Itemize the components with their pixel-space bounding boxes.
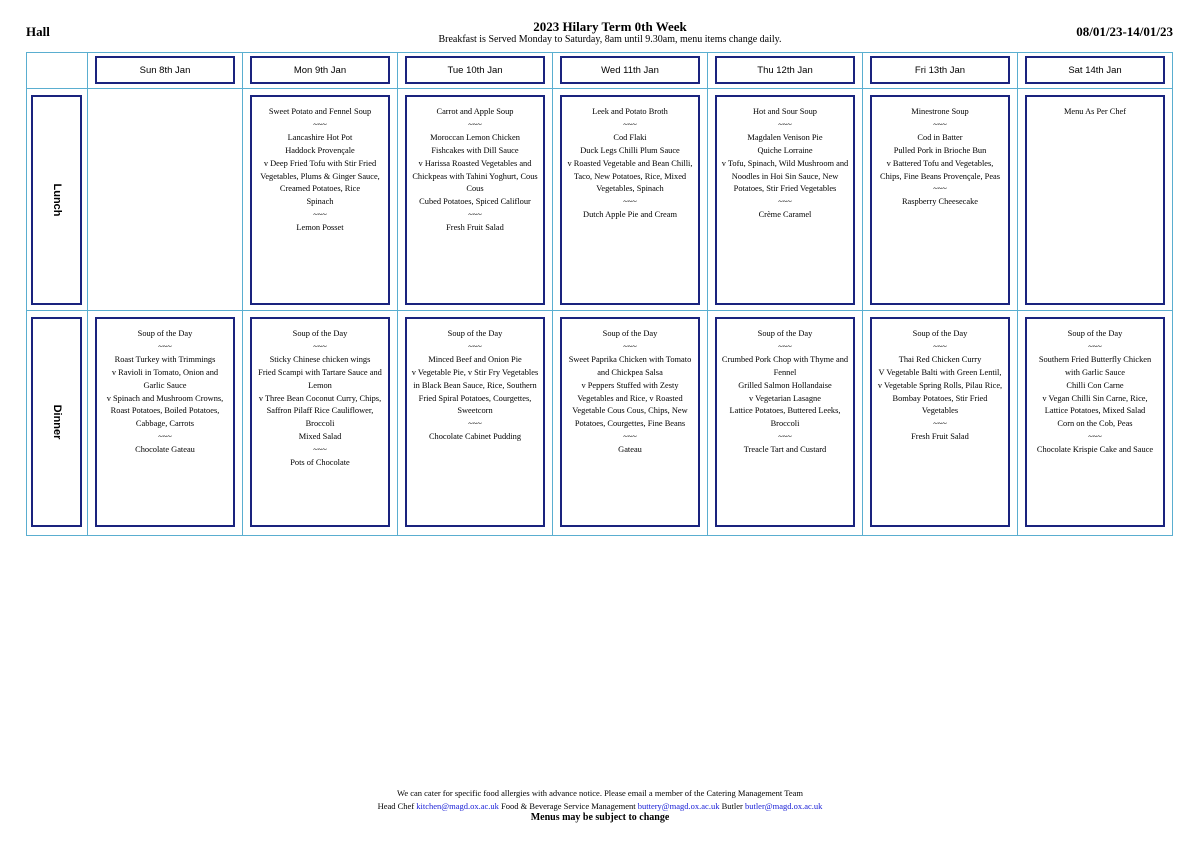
menu-item: Minced Beef and Onion Pie — [428, 354, 522, 364]
menu-item: ~~~ — [623, 341, 637, 351]
grid-row-line — [26, 88, 1173, 89]
menu-cell-lunch-4 — [560, 95, 700, 305]
menu-item: Crème Caramel — [758, 210, 812, 220]
menu-item: Roast Turkey with Trimmings — [114, 354, 216, 364]
menu-item: Menu As Per Chef — [1063, 107, 1127, 116]
menu-item: ~~~ — [468, 210, 482, 220]
menu-item: Leek and Potato Broth — [592, 107, 668, 116]
menu-item: Pots of Chocolate — [290, 458, 350, 468]
menu-item: v Vegan Chilli Sin Carne, Rice, Lattice Potatoes, Mixed Salad — [1042, 393, 1148, 416]
meal-label-dinner — [31, 317, 82, 527]
menu-item: V Vegetable Balti with Green Lentil, v Vegetable Spring Rolls, Pilau Rice, Bombay Potatoes, Stir Fried Vegetables — [877, 367, 1003, 416]
day-header-5: Thu 12th Jan — [715, 56, 855, 84]
menu-item: v Peppers Stuffed with Zesty Vegetables and Rice, v Roasted Vegetable Cous Cous, Chips, New Potatoes, Courgettes, Fine Beans — [572, 380, 688, 429]
menu-item: Hot and Sour Soup — [753, 107, 817, 116]
menu-item: Mixed Salad — [298, 432, 342, 442]
menu-item: Soup of the Day — [447, 329, 503, 338]
fb-label: Food & Beverage Service Management — [501, 800, 636, 811]
menu-item: Fishcakes with Dill Sauce — [431, 145, 519, 155]
menu-cell-lunch-6 — [870, 95, 1010, 305]
menu-item: Chocolate Krispie Cake and Sauce — [1036, 445, 1154, 455]
menu-item: Thai Red Chicken Curry — [898, 354, 982, 364]
head-chef-label: Head Chef — [377, 800, 415, 811]
menu-item: Sticky Chinese chicken wings — [269, 354, 371, 364]
menu-item: v Harissa Roasted Vegetables and Chickpeas with Tahini Yoghurt, Cous Cous — [412, 158, 538, 194]
menu-cell-dinner-7 — [1025, 317, 1165, 527]
menu-item: Sweet Paprika Chicken with Tomato and Chickpea Salsa — [568, 354, 692, 377]
menu-item: Fresh Fruit Salad — [911, 432, 969, 442]
menu-item: ~~~ — [1088, 341, 1102, 351]
menu-item: Cubed Potatoes, Spiced Califlour — [419, 197, 531, 207]
menu-cell-dinner-1 — [95, 317, 235, 527]
day-header-7: Sat 14th Jan — [1025, 56, 1165, 84]
butler-email-link[interactable]: butler@magd.ox.ac.uk — [744, 800, 823, 811]
menu-cell-lunch-1 — [95, 95, 235, 305]
menu-item: Corn on the Cob, Peas — [1057, 419, 1133, 429]
menu-item: ~~~ — [933, 119, 947, 129]
menu-item: Minestrone Soup — [911, 107, 969, 116]
meal-label-text: Dinner — [50, 404, 63, 440]
menu-item: v Deep Fried Tofu with Stir Fried Vegetables, Plums & Ginger Sauce, Creamed Potatoes, Rice — [260, 158, 380, 194]
menu-item: Chilli Con Carne — [1066, 380, 1124, 390]
menu-item: Grilled Salmon Hollandaise — [738, 380, 832, 390]
menu-item: ~~~ — [158, 341, 172, 351]
menu-item: Pulled Pork in Brioche Bun — [893, 145, 987, 155]
menu-item: Dutch Apple Pie and Cream — [583, 210, 677, 220]
menu-item: Carrot and Apple Soup — [436, 107, 514, 116]
menu-item: ~~~ — [778, 119, 792, 129]
grid-column-line — [552, 52, 553, 536]
grid-column-line — [1017, 52, 1018, 536]
menu-cell-lunch-5 — [715, 95, 855, 305]
menu-item: v Vegetarian Lasagne — [749, 393, 821, 403]
menu-item: ~~~ — [313, 445, 327, 455]
menu-item: ~~~ — [313, 210, 327, 220]
menu-item: Moroccan Lemon Chicken — [430, 132, 520, 142]
menu-item: Crumbed Pork Chop with Thyme and Fennel — [721, 354, 849, 377]
menu-item: v Ravioli in Tomato, Onion and Garlic Sauce — [111, 367, 219, 390]
head-chef-email-link[interactable]: kitchen@magd.ox.ac.uk — [416, 800, 499, 811]
grid-column-line — [242, 52, 243, 536]
menu-item: ~~~ — [468, 341, 482, 351]
menu-item: ~~~ — [778, 432, 792, 442]
menu-item: Sweet Potato and Fennel Soup — [268, 107, 372, 116]
grid-column-line — [862, 52, 863, 536]
menu-item: ~~~ — [158, 432, 172, 442]
menu-cell-dinner-6 — [870, 317, 1010, 527]
menu-item: v Roasted Vegetable and Bean Chilli, Taco, New Potatoes, Rice, Mixed Vegetables, Spinach — [567, 158, 693, 194]
subject-to-change-notice: Menus may be subject to change — [530, 812, 670, 823]
menu-item: Soup of the Day — [137, 329, 193, 338]
menu-item: Cod in Batter — [917, 132, 963, 142]
menu-item: Soup of the Day — [757, 329, 813, 338]
menu-cell-lunch-7 — [1025, 95, 1165, 305]
menu-item: Soup of the Day — [602, 329, 658, 338]
menu-item: v Vegetable Pie, v Stir Fry Vegetables in Black Bean Sauce, Rice, Southern Fried Spiral Potatoes, Courgettes, Sweetcorn — [411, 367, 539, 416]
contacts-line — [0, 800, 1200, 813]
breakfast-notice: Breakfast is Served Monday to Saturday, 8am until 9.30am, menu items change daily. — [438, 34, 782, 45]
day-header-6: Fri 13th Jan — [870, 56, 1010, 84]
menu-item: ~~~ — [313, 119, 327, 129]
grid-row-line — [26, 310, 1173, 311]
date-range: 08/01/23-14/01/23 — [1076, 24, 1173, 39]
meal-label-lunch — [31, 95, 82, 305]
grid-column-line — [707, 52, 708, 536]
menu-item: Fried Scampi with Tartare Sauce and Lemon — [258, 367, 382, 390]
menu-item: Lancashire Hot Pot — [287, 132, 353, 142]
menu-item: ~~~ — [778, 197, 792, 207]
menu-item: Fresh Fruit Salad — [446, 223, 504, 233]
page-title: 2023 Hilary Term 0th Week — [533, 19, 687, 34]
allergy-notice: We can cater for specific food allergies with advance notice. Please email a member of the Catering Management Team — [397, 788, 803, 798]
menu-item: Lattice Potatoes, Buttered Leeks, Broccoli — [729, 406, 841, 429]
menu-item: v Three Bean Coconut Curry, Chips, Saffron Pilaff Rice Cauliflower, Broccoli — [258, 393, 382, 429]
menu-item: Spinach — [306, 197, 334, 207]
menu-item: ~~~ — [623, 119, 637, 129]
menu-item: ~~~ — [313, 341, 327, 351]
meal-label-text: Lunch — [50, 183, 63, 217]
menu-cell-lunch-3 — [405, 95, 545, 305]
menu-item: ~~~ — [468, 419, 482, 429]
menu-item: ~~~ — [468, 119, 482, 129]
menu-item: v Tofu, Spinach, Wild Mushroom and Noodles in Hoi Sin Sauce, New Potatoes, Stir Fried Vegetables — [721, 158, 849, 194]
menu-item: Gateau — [618, 445, 642, 455]
menu-item: Soup of the Day — [1067, 329, 1123, 338]
menu-item: ~~~ — [933, 419, 947, 429]
grid-column-line — [397, 52, 398, 536]
menu-item: Cod Flaki — [613, 132, 647, 142]
menu-cell-dinner-3 — [405, 317, 545, 527]
footer — [0, 787, 1200, 825]
menu-cell-dinner-2 — [250, 317, 390, 527]
menu-item: Magdalen Venison Pie — [747, 132, 823, 142]
day-header-4: Wed 11th Jan — [560, 56, 700, 84]
menu-cell-lunch-2 — [250, 95, 390, 305]
day-header-2: Mon 9th Jan — [250, 56, 390, 84]
menu-cell-dinner-4 — [560, 317, 700, 527]
menu-item: ~~~ — [623, 432, 637, 442]
menu-item: Chocolate Cabinet Pudding — [428, 432, 522, 442]
menu-item: Chocolate Gateau — [135, 445, 195, 455]
hall-label: Hall — [26, 24, 50, 39]
menu-item: Duck Legs Chilli Plum Sauce — [580, 145, 680, 155]
menu-item: Quiche Lorraine — [757, 145, 813, 155]
menu-item: ~~~ — [623, 197, 637, 207]
buttery-email-link[interactable]: buttery@magd.ox.ac.uk — [637, 800, 720, 811]
butler-label: Butler — [721, 800, 743, 811]
menu-item: ~~~ — [1088, 432, 1102, 442]
menu-item: ~~~ — [933, 184, 947, 194]
menu-item: Soup of the Day — [292, 329, 348, 338]
menu-item: Treacle Tart and Custard — [743, 445, 827, 455]
menu-item: Lemon Posset — [296, 223, 344, 233]
menu-item: Haddock Provençale — [285, 145, 355, 155]
day-header-1: Sun 8th Jan — [95, 56, 235, 84]
title-block — [300, 20, 920, 46]
menu-item: v Battered Tofu and Vegetables, Chips, Fine Beans Provençale, Peas — [879, 158, 1001, 181]
grid-column-line — [87, 52, 88, 536]
menu-item: ~~~ — [933, 341, 947, 351]
menu-item: ~~~ — [778, 341, 792, 351]
day-header-3: Tue 10th Jan — [405, 56, 545, 84]
menu-cell-dinner-5 — [715, 317, 855, 527]
menu-item: Southern Fried Butterfly Chicken with Garlic Sauce — [1038, 354, 1152, 377]
menu-item: v Spinach and Mushroom Crowns, Roast Potatoes, Boiled Potatoes, Cabbage, Carrots — [106, 393, 224, 429]
menu-item: Soup of the Day — [912, 329, 968, 338]
menu-item: Raspberry Cheesecake — [901, 197, 979, 207]
